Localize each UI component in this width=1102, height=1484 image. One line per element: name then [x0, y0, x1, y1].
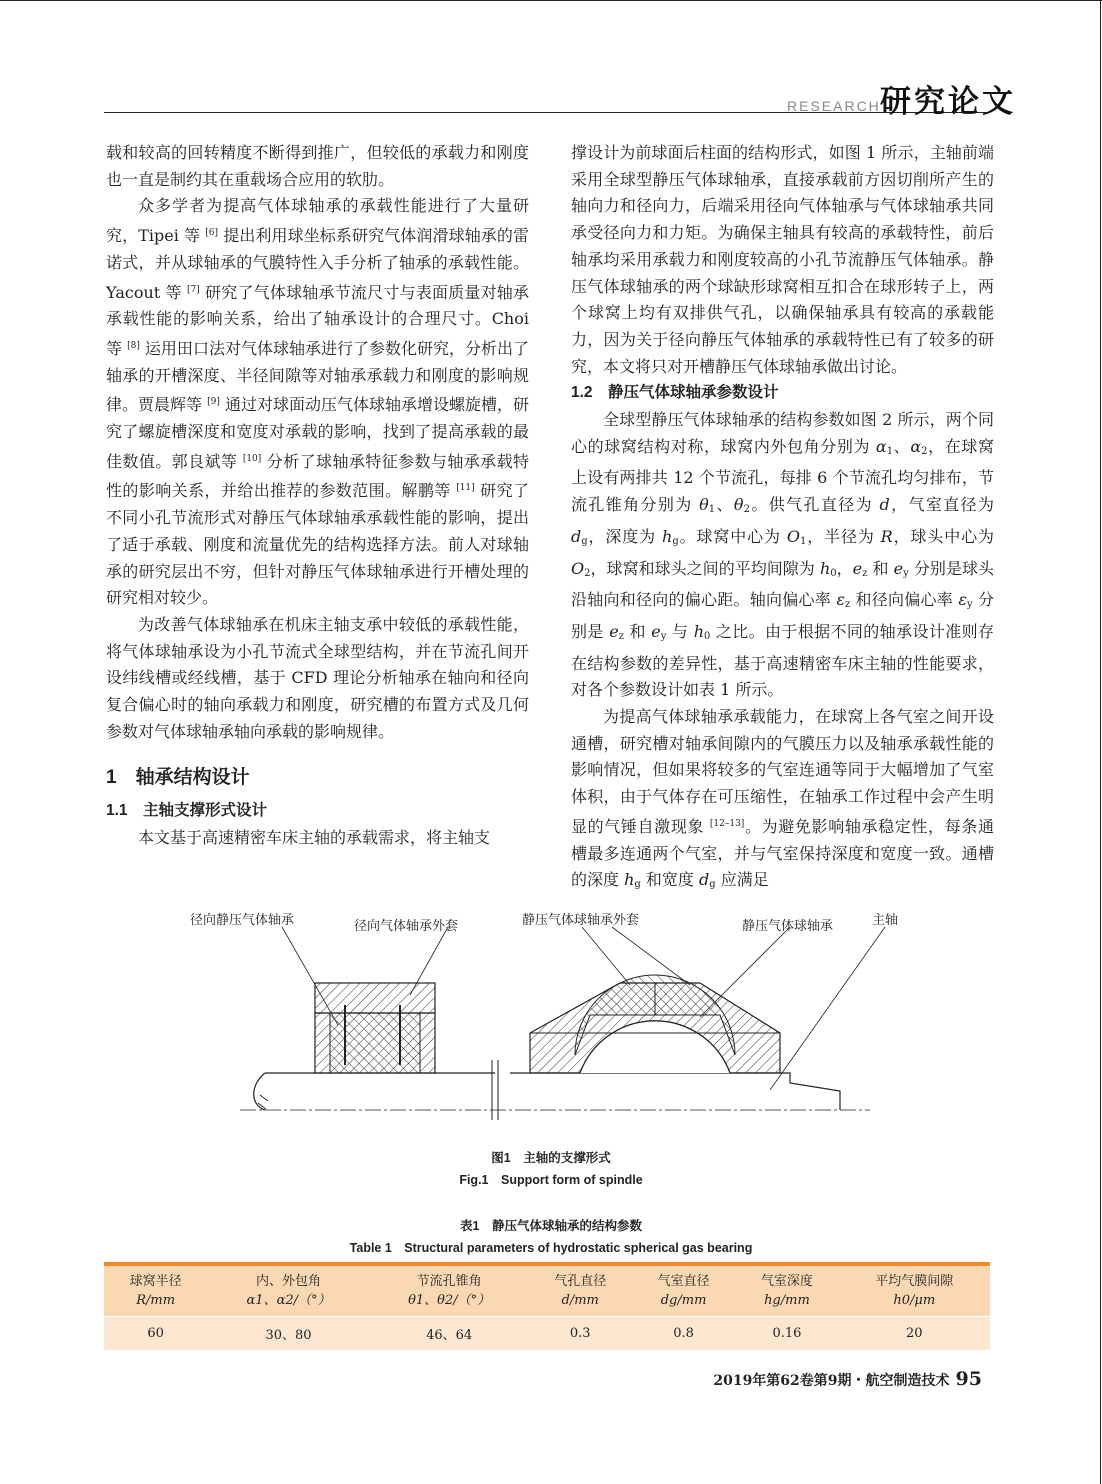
figure-caption-en: Fig.1 Support form of spindle	[459, 1173, 643, 1187]
parameter-table	[104, 1262, 990, 1350]
left-p3: 为改善气体球轴承在机床主轴支承中较低的承载性能，将气体球轴承设为小孔节流式全球型结构，并在节流孔间开设纬线槽或经线槽，基于 CFD 理论分析轴承在轴向和径向复合偏心时的轴向承载力和刚度，研究槽的布置方式及几何参数对气体球轴承轴向承载的影响规律。	[106, 614, 529, 741]
table-header: 节流孔锥角 θ1、θ2/（°）	[370, 1264, 529, 1317]
right-p2: 全球型静压气体球轴承的结构参数如图 2 所示，两个同心的球窝结构对称，球窝内外包角分别为 $\alpha_1$、$\alpha_2$，在球窝上设有两排共 12 个节流孔，每排 6 个节流孔均匀排布，节流孔锥角分别为 $\theta_1$、$\theta_2$。供气孔直径为 d，气室直径为 $d_g$，深度为 $h_g$。球窝中心为 $O_1$，半径为 R，球头中心为 $O_2$，球窝和球头之间的平均间隙为 $h_0$，$e_z$ 和 $e_y$ 分别是球头沿轴向和径向的偏心距。轴向偏心率 $\varepsilon_z$ 和径向偏心率 $\varepsilon_y$ 分别是 $e_z$ 和 $e_y$ 与 $h_0$ 之比。由于根据不同的轴承设计准则存在结构参数的差异性，基于高速精密车床主轴的性能要求，对各个参数设计如表 1 所示。	[571, 410, 994, 700]
right-border	[1100, 0, 1101, 1484]
top-border	[0, 0, 1102, 1]
figure-caption-cn: 图1 主轴的支撑形式	[491, 1151, 611, 1165]
table-cell: 0.16	[735, 1317, 838, 1351]
table-header: 气室深度 hg/mm	[735, 1264, 838, 1317]
table-header: 平均气膜间隙 h0/μm	[839, 1264, 990, 1317]
fig-label-spherical-bearing: 静压气体球轴承	[742, 919, 834, 934]
left-p4: 本文基于高速精密车床主轴的承载需求，将主轴支	[138, 827, 491, 847]
table-cell: 0.8	[632, 1317, 735, 1351]
table-header: 球窝半径 R/mm	[104, 1264, 207, 1317]
section-heading-1-2: 1.2 静压气体球轴承参数设计	[571, 384, 779, 402]
table-caption-en: Table 1 Structural parameters of hydrostatic spherical gas bearing	[349, 1241, 753, 1255]
table-cell: 60	[104, 1317, 207, 1351]
right-column	[571, 140, 994, 899]
table-header: 气室直径 dg/mm	[632, 1264, 735, 1317]
table-header-row	[104, 1264, 990, 1317]
right-p1: 撑设计为前球面后柱面的结构形式，如图 1 所示，主轴前端采用全球型静压气体球轴承，直接承载前方因切削所产生的轴向力和径向力，后端采用径向气体轴承与气体球轴承共同承受径向力和力矩。为确保主轴具有较高的承载特性，前后轴承均采用承载力和刚度较高的小孔节流静压气体轴承。静压气体球轴承的两个球缺形球窝相互扣合在球形转子上，两个球窝上均有双排供气孔，以确保轴承具有较高的承载能力，因为关于径向静压气体轴承的承载特性已有了较多的研究，本文将只对开槽静压气体球轴承做出讨论。	[571, 143, 994, 376]
fig-label-spindle: 主轴	[872, 913, 899, 928]
table-cell: 30、80	[207, 1317, 369, 1351]
table-cell: 20	[839, 1317, 990, 1351]
table-header: 气孔直径 d/mm	[529, 1264, 632, 1317]
left-p2: 众多学者为提高气体球轴承的承载性能进行了大量研究，Tipei 等 [6] 提出利用球坐标系研究气体润滑球轴承的雷诺式，并从球轴承的气膜特性入手分析了轴承的承载性能。Yacout 等 [7] 研究了气体球轴承节流尺寸与表面质量对轴承承载性能的影响关系，给出了轴承设计的合理尺寸。Choi 等 [8] 运用田口法对气体球轴承进行了参数化研究，分析出了轴承的开槽深度、半径间隙等对轴承承载力和刚度的影响规律。贾晨辉等 [9] 通过对球面动压气体球轴承增设螺旋槽，研究了螺旋槽深度和宽度对承载的影响，找到了提高承载的最佳数值。郭良斌等 [10] 分析了球轴承特征参数与轴承承载特性的影响关系，并给出推荐的参数范围。解鹏等 [11] 研究了不同小孔节流形式对静压气体球轴承承载性能的影响，提出了适于承载、刚度和流量优先的结构选择方法。前人对球轴承的研究层出不穷，但针对静压气体球轴承进行开槽处理的研究相对较少。	[106, 196, 529, 608]
right-p3: 为提高气体球轴承承载能力，在球窝上各气室之间开设通槽，研究槽对轴承间隙内的气膜压力以及轴承承载性能的影响情况，但如果将较多的气室连通等同于大幅增加了气室体积，由于气体存在可压缩性，在轴承工作过程中会产生明显的气锤自激现象 [12–13]。为避免影响轴承稳定性，每条通槽最多连通两个气室，并与气室保持深度和宽度一致。通槽的深度 $h_g$ 和宽度 $d_g$ 应满足	[571, 707, 994, 891]
spindle-drawing	[230, 905, 890, 1145]
page-footer	[713, 1368, 982, 1390]
table-cell: 0.3	[529, 1317, 632, 1351]
table-cell: 46、64	[370, 1317, 529, 1351]
page-number: 95	[955, 1368, 982, 1390]
journal-name: 2019年第62卷第9期・航空制造技术	[713, 1373, 950, 1389]
section-heading-1: 1 轴承结构设计	[106, 767, 250, 789]
fig-label-spherical-sleeve: 静压气体球轴承外套	[522, 913, 640, 928]
table-row	[104, 1317, 990, 1351]
table-caption-cn: 表1 静压气体球轴承的结构参数	[460, 1219, 642, 1233]
header-cn: 研究论文	[880, 84, 1016, 120]
fig-label-radial-sleeve: 径向气体轴承外套	[354, 919, 459, 934]
header-en: RESEARCH	[787, 98, 881, 114]
left-column	[106, 140, 529, 852]
figure-1	[190, 905, 899, 1145]
fig-label-radial-bearing: 径向静压气体轴承	[190, 913, 295, 928]
table-header: 内、外包角 α1、α2/（°）	[207, 1264, 369, 1317]
left-p1: 载和较高的回转精度不断得到推广，但较低的承载力和刚度也一直是制约其在重载场合应用的软肋。	[106, 143, 529, 189]
section-heading-1-1: 1.1 主轴支撑形式设计	[106, 802, 268, 820]
